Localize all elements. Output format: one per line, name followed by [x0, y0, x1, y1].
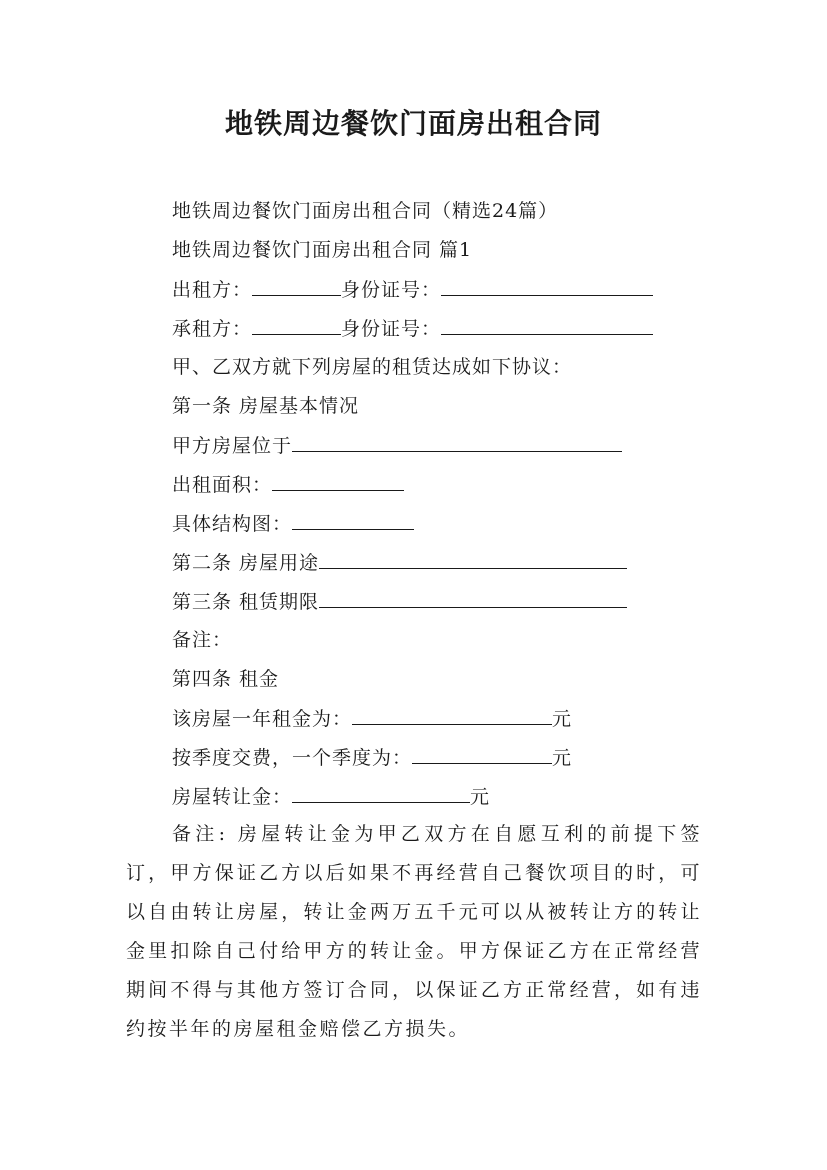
transfer-label: 房屋转让金： [172, 786, 293, 808]
lessor-label: 出租方： [172, 279, 253, 301]
area-blank [272, 471, 404, 491]
quarterly-label: 按季度交费，一个季度为： [172, 747, 413, 769]
article3-heading: 第三条 租赁期限 [172, 591, 320, 613]
article2-line [172, 549, 627, 576]
structure-line [172, 510, 414, 537]
article4-heading: 第四条 租金 [172, 668, 280, 690]
lessee-line [172, 315, 653, 342]
subtitle-line: 地铁周边餐饮门面房出租合同（精选24篇） [172, 200, 559, 222]
transfer-fee-line [172, 783, 490, 810]
quarterly-rent-line [172, 744, 572, 771]
lessee-id-blank [441, 315, 653, 335]
annual-rent-line [172, 705, 572, 732]
location-label: 甲方房屋位于 [172, 435, 293, 457]
remark-label-line: 备注： [172, 629, 233, 651]
term-blank [319, 588, 627, 608]
lessee-name-blank [252, 315, 341, 335]
quarterly-blank [412, 744, 552, 764]
quarterly-unit: 元 [552, 747, 573, 769]
annual-rent-label: 该房屋一年租金为： [172, 708, 353, 730]
transfer-blank [292, 783, 470, 803]
structure-label: 具体结构图： [172, 513, 293, 535]
transfer-unit: 元 [470, 786, 491, 808]
annual-rent-blank [352, 705, 552, 725]
article1-heading: 第一条 房屋基本情况 [172, 395, 360, 417]
remark-paragraph: 备注: 房屋转让金为甲乙双方在自愿互利的前提下签订，甲方保证乙方以后如果不再经营自己餐饮项目的时，可以自由转让房屋，转让金两万五千元可以从被转让方的转让金里扣除自己付给甲方的转让金。甲方保证乙方在正常经营期间不得与其他方签订合同，以保证乙方正常经营，如有违约按半年的房屋租金赔偿乙方损失。 [126, 823, 702, 1040]
article2-heading: 第二条 房屋用途 [172, 552, 320, 574]
chapter-heading: 地铁周边餐饮门面房出租合同 篇1 [172, 239, 473, 261]
lessor-name-blank [252, 276, 341, 296]
lessor-line [172, 276, 653, 303]
structure-blank [292, 510, 414, 530]
lessee-label: 承租方： [172, 318, 253, 340]
lessor-id-label: 身份证号： [341, 279, 442, 301]
location-blank [292, 432, 622, 452]
intro-line: 甲、乙双方就下列房屋的租赁达成如下协议： [172, 356, 573, 378]
article3-line [172, 588, 627, 615]
annual-rent-unit: 元 [552, 708, 573, 730]
area-label: 出租面积： [172, 474, 273, 496]
lessee-id-label: 身份证号： [341, 318, 442, 340]
location-line [172, 432, 622, 459]
document-title: 地铁周边餐饮门面房出租合同 [224, 107, 602, 140]
area-line [172, 471, 404, 498]
lessor-id-blank [441, 276, 653, 296]
usage-blank [319, 549, 627, 569]
